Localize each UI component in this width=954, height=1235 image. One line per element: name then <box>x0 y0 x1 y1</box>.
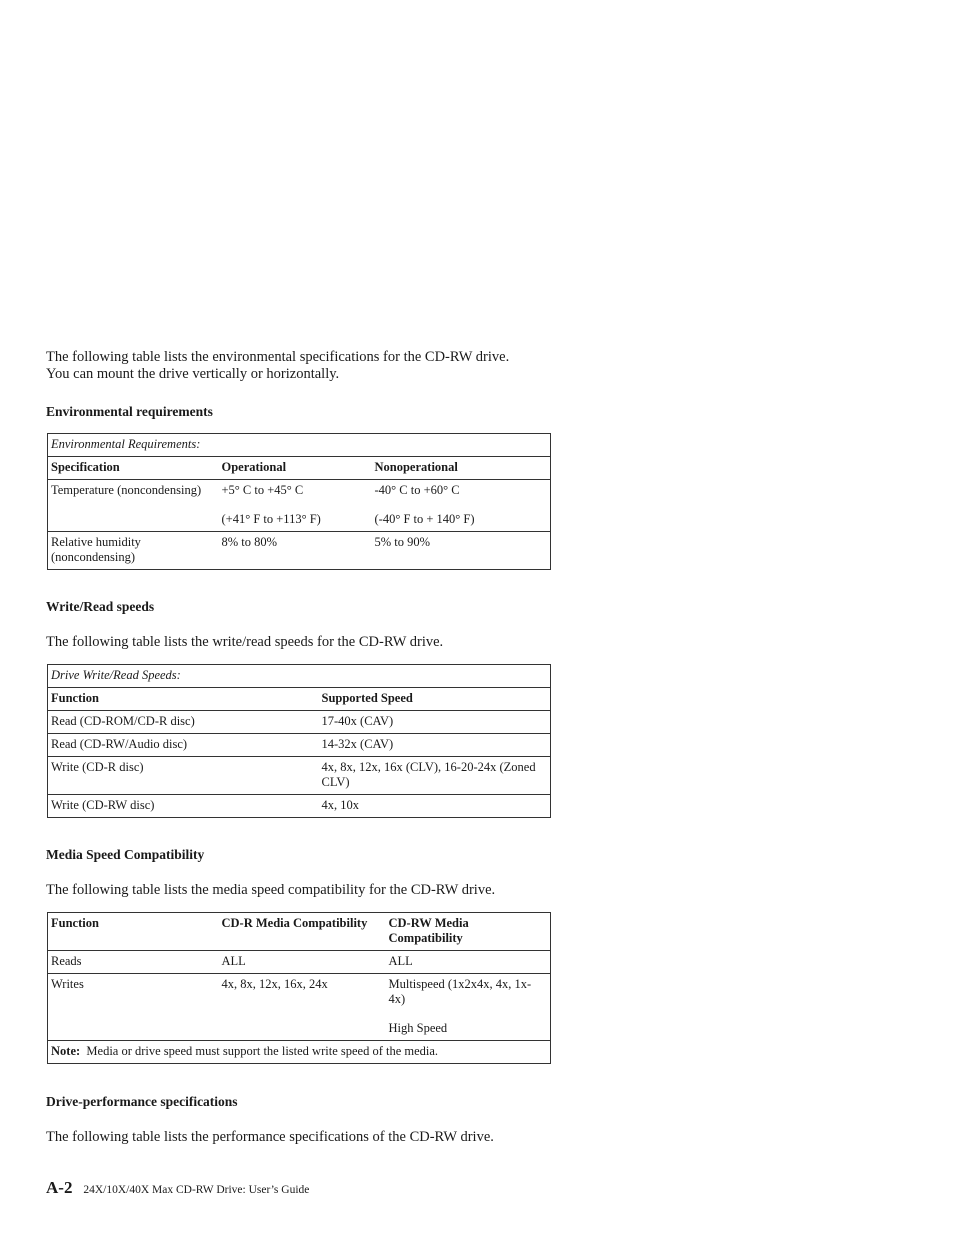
table-cell: Write (CD-RW disc) <box>51 798 155 812</box>
cell-line: -40° C to +60° C <box>374 483 460 497</box>
footer-title: 24X/10X/40X Max CD-RW Drive: User’s Guide <box>83 1184 310 1196</box>
speeds-header-function: Function <box>51 691 99 705</box>
table-cell: ALL <box>388 954 413 968</box>
intro-line-1: The following table lists the environmental specifications for the CD-RW drive. <box>46 349 510 365</box>
table-cell: 5% to 90% <box>374 535 431 549</box>
media-heading: Media Speed Compatibility <box>46 847 205 862</box>
media-header-cdr: CD-R Media Compatibility <box>221 916 368 930</box>
table-cell: Temperature (noncondensing) <box>51 483 202 497</box>
table-cell <box>219 480 372 532</box>
table-cell: Read (CD-RW/Audio disc) <box>51 737 188 751</box>
env-header-spec: Specification <box>51 460 120 474</box>
env-header-op: Operational <box>221 460 287 474</box>
media-header-function: Function <box>51 916 99 930</box>
table-cell: Read (CD-ROM/CD-R disc) <box>51 714 195 728</box>
cell-line: High Speed <box>388 1021 448 1035</box>
speeds-heading: Write/Read speeds <box>46 599 155 614</box>
media-text: The following table lists the media speed compatibility for the CD-RW drive. <box>46 882 496 898</box>
table-cell: 8% to 80% <box>221 535 278 549</box>
intro-line-2: You can mount the drive vertically or horizontally. <box>46 366 340 382</box>
speeds-header-speed: Supported Speed <box>321 691 413 705</box>
media-note <box>48 1041 551 1064</box>
cell-line: (-40° F to + 140° F) <box>374 512 475 526</box>
table-cell: ALL <box>221 954 246 968</box>
table-cell: Reads <box>51 954 82 968</box>
table-cell: 4x, 8x, 12x, 16x (CLV), 16-20-24x (Zoned CLV) <box>321 760 536 789</box>
note-text: Media or drive speed must support the listed write speed of the media. <box>86 1044 439 1058</box>
env-caption: Environmental Requirements: <box>51 437 201 451</box>
page-content <box>46 349 556 1146</box>
table-cell <box>386 974 551 1041</box>
table-cell: 4x, 8x, 12x, 16x, 24x <box>221 977 328 991</box>
cell-line: (+41° F to +113° F) <box>221 512 321 526</box>
table-cell: 14-32x (CAV) <box>321 737 394 751</box>
cell-line: Multispeed (1x2x4x, 4x, 1x-4x) <box>388 977 532 1006</box>
speeds-table <box>47 664 551 818</box>
table-cell <box>372 480 551 532</box>
perf-heading: Drive-performance specifications <box>46 1094 238 1109</box>
table-cell: Relative humidity (noncondensing) <box>51 535 141 564</box>
perf-text: The following table lists the performance specifications of the CD-RW drive. <box>46 1129 494 1145</box>
page-footer <box>46 1178 309 1198</box>
table-cell: 17-40x (CAV) <box>321 714 394 728</box>
speeds-text: The following table lists the write/read speeds for the CD-RW drive. <box>46 634 444 650</box>
media-header-cdrw: CD-RW Media Compatibility <box>388 916 469 945</box>
speeds-caption: Drive Write/Read Speeds: <box>51 668 181 682</box>
table-cell: 4x, 10x <box>321 798 359 812</box>
env-table <box>47 433 551 570</box>
note-label: Note: <box>51 1044 81 1058</box>
page-number: A-2 <box>46 1178 73 1197</box>
media-table <box>47 912 551 1064</box>
table-cell: Write (CD-R disc) <box>51 760 144 774</box>
cell-line: +5° C to +45° C <box>221 483 304 497</box>
table-cell: Writes <box>51 977 84 991</box>
env-heading: Environmental requirements <box>46 404 213 419</box>
env-header-nonop: Nonoperational <box>374 460 458 474</box>
